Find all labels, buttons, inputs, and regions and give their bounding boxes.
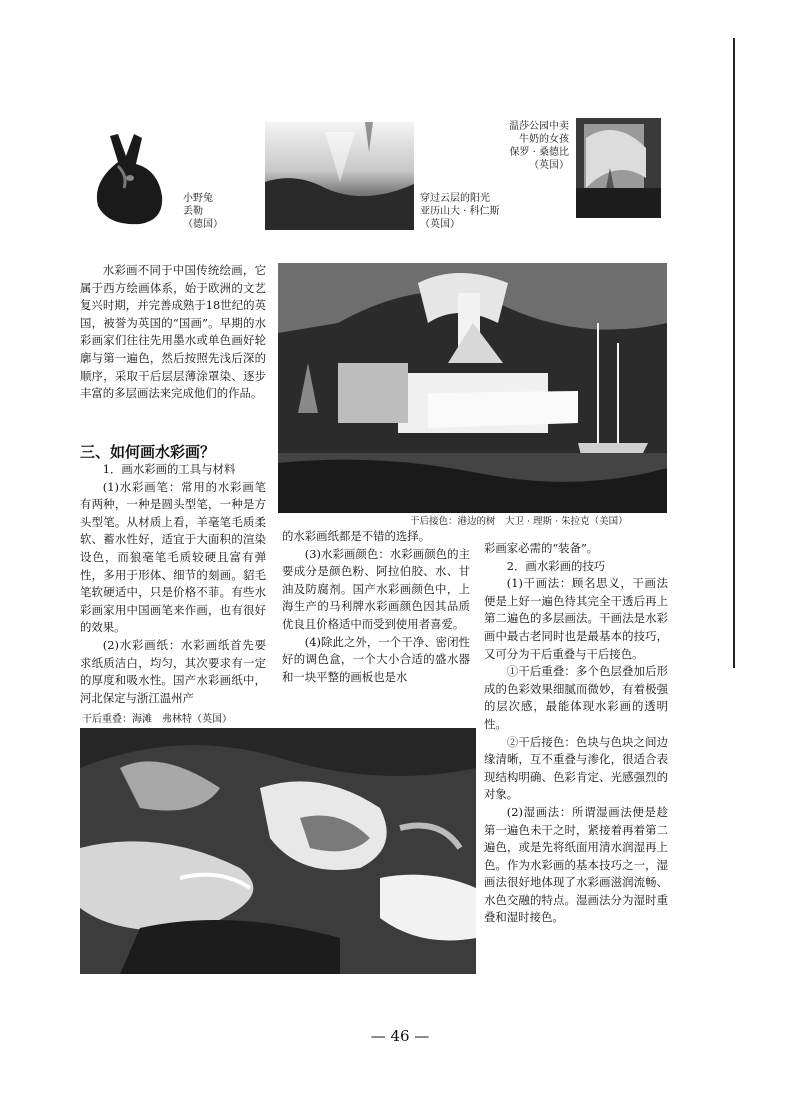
paragraph-other: (4)除此之外，一个干净、密闭性好的调色盒，一个大小合适的盛水器和一块平整的画板也是水 — [282, 634, 470, 684]
caption-sunlight: 穿过云层的阳光 亚历山大 · 科仁斯 （英国） — [420, 193, 500, 230]
painting-rabbit — [88, 126, 186, 232]
paragraph-brushes: (1)水彩画笔：常用的水彩画笔有两种，一种是圆头型笔，一种是方头型笔。从材质上看，羊毫笔毛质柔软、蓄水性好，适宜于大面积的渲染设色，而狼毫笔毛质较硬且富有弹性，多用于形体、细节的刻画。貂毛笔软硬适中，只是价格不菲。有些水彩画家用中国画笔来作画，也有很好的效果。 — [80, 479, 266, 635]
caption-rabbit: 小野兔 丢勒 （德国） — [183, 193, 223, 230]
column-1 — [80, 461, 266, 707]
paragraph-dry: (1)干画法：顾名思义，干画法便是上好一遍色待其完全干透后再上第二遍色的多层画法。干画法是水彩画中最古老同时也是最基本的技巧，又可分为干后重叠与干后接色。 — [484, 576, 668, 661]
page-number: — 46 — — [370, 1027, 430, 1045]
subheading-techniques: 2．画水彩画的技巧 — [506, 558, 606, 573]
caption-girl: 温莎公园中卖 牛奶的女孩 保罗 · 桑德比 （英国） — [509, 121, 569, 171]
paragraph-paper: (2)水彩画纸：水彩画纸首先要求纸质洁白，均匀，其次要求有一定的厚度和吸水性。国产水彩画纸中，河北保定与浙江温州产 — [80, 637, 266, 705]
section-heading: 三、如何画水彩画？ — [80, 443, 216, 461]
margin-rule — [733, 38, 735, 668]
caption-seascape: 干后重叠：海滩 弗林特（英国） — [82, 714, 232, 725]
painting-harbor — [278, 263, 667, 513]
paragraph-dry-adjacent: ②干后接色：色块与色块之间边缘清晰，互不重叠与渗化，很适合表现结构明确、色彩肯定、光感强烈的对象。 — [484, 734, 668, 802]
column-2: 的水彩画纸都是不错的选择。 (3)水彩画颜色：水彩画颜色的主要成分是颜色粉、阿拉伯胶、水、甘油及防腐剂。国产水彩画颜色中，上海生产的马利牌水彩画颜色因其品质优良且价格适中而受到使用者喜爱。 (4)除此之外，一个干净、密闭性好的调色盒，一个大小合适的盛水器和一块平整的画板也是水 — [282, 528, 470, 686]
painting-seascape — [80, 728, 476, 974]
painting-milk-girl — [576, 118, 661, 218]
column-3: 彩画家必需的“装备”。 2．画水彩画的技巧 (1)干画法：顾名思义，干画法便是上好一遍色待其完全干透后再上第二遍色的多层画法。干画法是水彩画中最古老同时也是最基本的技巧，又可分为干后重叠与干后接色。 ①干后重叠：多个色层叠加后形成的色彩效果细腻而微妙，有着极强的层次感，最能体现水彩画的透明性。 ②干后接色：色块与色块之间边缘清晰，互不重叠与渗化，很适合表现结构明确、色彩肯定、光感强烈的对象。 (2)湿画法：所谓湿画法便是趁第一遍色未干之时，紧接着再着第二遍色，或是先将纸面用清水润湿再上色。作为水彩画的基本技巧之一，湿画法很好地体现了水彩画滋润流畅、水色交融的特点。湿画法分为湿时重叠和湿时接色。 — [484, 540, 668, 927]
caption-harbor: 干后接色：港边的树 大卫 · 理斯 · 朱拉克（美国） — [410, 516, 628, 527]
paragraph-dry-overlap: ①干后重叠：多个色层叠加后形成的色彩效果细腻而微妙，有着极强的层次感，最能体现水彩画的透明性。 — [484, 664, 668, 731]
painting-sunlight — [265, 122, 414, 230]
intro-paragraph: 水彩画不同于中国传统绘画，它属于西方绘画体系，始于欧洲的文艺复兴时期，并完善成熟于18世纪的英国，被誉为英国的“国画”。早期的水彩画家们往往先用墨水或单色画好轮廓与第一遍色，然后按照先浅后深的顺序，采取干后层层薄涂罩染、逐步丰富的多层画法来完成他们的作品。 — [80, 263, 266, 401]
paragraph-colors: (3)水彩画颜色：水彩画颜色的主要成分是颜色粉、阿拉伯胶、水、甘油及防腐剂。国产水彩画颜色中，上海生产的马利牌水彩画颜色因其品质优良且价格适中而受到使用者喜爱。 — [282, 546, 470, 631]
paragraph-wet: (2)湿画法：所谓湿画法便是趁第一遍色未干之时，紧接着再着第二遍色，或是先将纸面用清水润湿再上色。作为水彩画的基本技巧之一，湿画法很好地体现了水彩画滋润流畅、水色交融的特点。湿画法分为湿时重叠和湿时接色。 — [484, 804, 668, 925]
subheading-tools: 1．画水彩画的工具与材料 — [102, 462, 236, 476]
